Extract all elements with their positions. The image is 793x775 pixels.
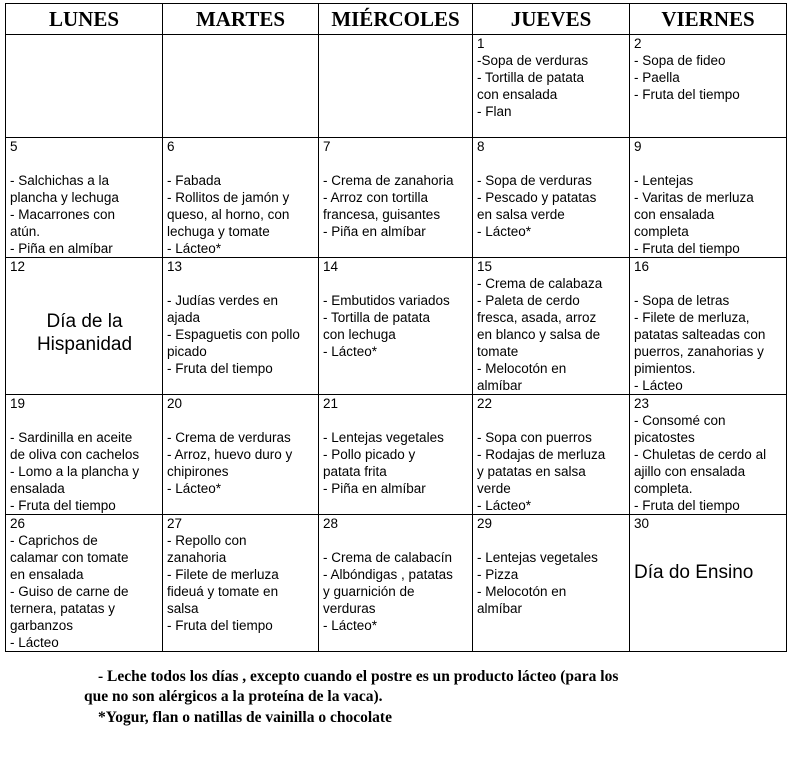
dairy-note: *Yogur, flan o natillas de vainilla o chocolate <box>98 709 392 726</box>
menu-item: verde <box>477 481 511 496</box>
menu-item: y patatas en salsa <box>477 464 586 479</box>
menu-item: - Lácteo* <box>477 224 532 239</box>
menu-item: - Fruta del tiempo <box>634 241 740 256</box>
menu-item: - Lácteo* <box>167 241 222 256</box>
day-number: 23 <box>634 396 650 411</box>
day-cell <box>630 35 787 138</box>
menu-item: - Espaguetis con pollo <box>167 327 300 342</box>
menu-item: fresca, asada, arroz <box>477 310 597 325</box>
menu-item: puerros, zanahorias y <box>634 344 764 359</box>
day-number: 14 <box>323 259 339 274</box>
menu-item: ternera, patatas y <box>10 601 116 616</box>
menu-item: - Sopa de fideo <box>634 53 726 68</box>
day-cell <box>630 258 787 395</box>
day-number: 22 <box>477 396 493 411</box>
menu-item: - Pollo picado y <box>323 447 416 462</box>
menu-item: - Judías verdes en <box>167 293 279 308</box>
menu-item: - Flan <box>477 104 512 119</box>
menu-item: patata frita <box>323 464 387 479</box>
day-cell <box>163 395 319 515</box>
header-martes: MARTES <box>163 4 319 35</box>
menu-item: - Rollitos de jamón y <box>167 190 290 205</box>
menu-item: en blanco y salsa de <box>477 327 601 342</box>
menu-item: - Melocotón en <box>477 584 567 599</box>
day-cell <box>319 515 473 652</box>
menu-item: calamar con tomate <box>10 550 129 565</box>
menu-item: - Pescado y patatas <box>477 190 597 205</box>
week-row <box>6 515 787 652</box>
day-number: 6 <box>167 139 175 154</box>
menu-item: salsa <box>167 601 199 616</box>
menu-item: queso, al horno, con <box>167 207 290 222</box>
menu-item: - Tortilla de patata <box>477 70 585 85</box>
day-number: 2 <box>634 36 642 51</box>
menu-item: - Guiso de carne de <box>10 584 129 599</box>
menu-item: - Lácteo* <box>323 618 378 633</box>
menu-item: picatostes <box>634 430 695 445</box>
menu-item: ajada <box>167 310 201 325</box>
day-cell <box>6 515 163 652</box>
week-row <box>6 35 787 138</box>
day-cell <box>163 258 319 395</box>
menu-item: - Crema de verduras <box>167 430 291 445</box>
header-miercoles: MIÉRCOLES <box>319 4 473 35</box>
menu-item: - Sopa de verduras <box>477 173 592 188</box>
menu-item: ensalada <box>10 481 65 496</box>
menu-item: - Fabada <box>167 173 222 188</box>
menu-item: atún. <box>10 224 41 239</box>
menu-item: - Lácteo <box>10 635 59 650</box>
menu-item: de oliva con cachelos <box>10 447 140 462</box>
day-number: 1 <box>477 36 485 51</box>
menu-item: - Chuletas de cerdo al <box>634 447 767 462</box>
day-cell <box>163 138 319 258</box>
menu-item: con ensalada <box>477 87 558 102</box>
menu-item: ajillo con ensalada <box>634 464 746 479</box>
menu-item: - Fruta del tiempo <box>634 87 740 102</box>
day-cell <box>6 258 163 395</box>
week-row <box>6 258 787 395</box>
menu-item: - Pizza <box>477 567 519 582</box>
weekday-header-row <box>6 4 787 35</box>
day-cell <box>319 138 473 258</box>
day-number: 26 <box>10 516 26 531</box>
menu-item: - Piña en almíbar <box>10 241 113 256</box>
milk-note-line2: que no son alérgicos a la proteína de la vaca). <box>84 688 383 705</box>
menu-item: - Lomo a la plancha y <box>10 464 140 479</box>
menu-item: - Fruta del tiempo <box>10 498 116 513</box>
menu-item: en ensalada <box>10 567 84 582</box>
menu-item: - Lácteo* <box>323 344 378 359</box>
header-viernes: VIERNES <box>630 4 787 35</box>
holiday-label: Hispanidad <box>36 334 133 355</box>
day-cell <box>319 35 473 138</box>
holiday-label: Día do Ensino <box>634 562 754 583</box>
menu-item: - Crema de zanahoria <box>323 173 454 188</box>
menu-item: con lechuga <box>323 327 396 342</box>
menu-item: fideuá y tomate en <box>167 584 279 599</box>
day-number: 8 <box>477 139 485 154</box>
header-jueves: JUEVES <box>473 4 630 35</box>
menu-item: - Fruta del tiempo <box>167 361 273 376</box>
menu-item: - Filete de merluza, <box>634 310 750 325</box>
day-cell <box>473 258 630 395</box>
holiday-label: Día de la <box>46 311 123 332</box>
menu-item: pimientos. <box>634 361 696 376</box>
menu-item: - Fruta del tiempo <box>167 618 273 633</box>
day-cell <box>473 35 630 138</box>
header-lunes: LUNES <box>6 4 163 35</box>
menu-item: tomate <box>477 344 519 359</box>
menu-item: picado <box>167 344 207 359</box>
menu-item: completa <box>634 224 689 239</box>
menu-item: francesa, guisantes <box>323 207 441 222</box>
day-number: 7 <box>323 139 331 154</box>
menu-item: - Caprichos de <box>10 533 98 548</box>
day-number: 12 <box>10 259 26 274</box>
menu-item: - Macarrones con <box>10 207 116 222</box>
menu-item: - Sopa con puerros <box>477 430 592 445</box>
menu-item: - Piña en almíbar <box>323 481 426 496</box>
day-cell <box>473 138 630 258</box>
menu-item: chipirones <box>167 464 229 479</box>
menu-item: - Lácteo* <box>167 481 222 496</box>
day-number: 5 <box>10 139 18 154</box>
menu-item: - Paella <box>634 70 680 85</box>
menu-item: - Consomé con <box>634 413 726 428</box>
menu-item: patatas salteadas con <box>634 327 766 342</box>
menu-item: - Rodajas de merluza <box>477 447 606 462</box>
menu-item: - Lentejas vegetales <box>323 430 444 445</box>
menu-item: - Sardinilla en aceite <box>10 430 133 445</box>
menu-item: plancha y lechuga <box>10 190 119 205</box>
day-cell <box>473 395 630 515</box>
day-cell <box>630 395 787 515</box>
menu-item: - Embutidos variados <box>323 293 450 308</box>
day-cell <box>6 35 163 138</box>
week-row <box>6 138 787 258</box>
day-cell <box>163 35 319 138</box>
menu-item: - Varitas de merluza <box>634 190 754 205</box>
day-number: 9 <box>634 139 642 154</box>
menu-item: - Lentejas vegetales <box>477 550 598 565</box>
menu-item: - Arroz, huevo duro y <box>167 447 293 462</box>
menu-item: almíbar <box>477 378 523 393</box>
day-number: 28 <box>323 516 339 531</box>
menu-item: en salsa verde <box>477 207 565 222</box>
menu-item: almíbar <box>477 601 523 616</box>
menu-item: - Fruta del tiempo <box>634 498 740 513</box>
menu-item: - Filete de merluza <box>167 567 279 582</box>
menu-item: completa. <box>634 481 693 496</box>
milk-note-line1: - Leche todos los días , excepto cuando el postre es un producto lácteo (para los <box>98 668 619 685</box>
day-cell <box>319 395 473 515</box>
menu-item: -Sopa de verduras <box>477 53 589 68</box>
day-cell <box>630 138 787 258</box>
menu-item: con ensalada <box>634 207 715 222</box>
menu-item: - Albóndigas , patatas <box>323 567 453 582</box>
day-cell <box>319 258 473 395</box>
menu-item: verduras <box>323 601 376 616</box>
day-number: 13 <box>167 259 183 274</box>
menu-item: - Arroz con tortilla <box>323 190 429 205</box>
menu-item: - Lácteo* <box>477 498 532 513</box>
day-number: 16 <box>634 259 650 274</box>
menu-item: - Lentejas <box>634 173 694 188</box>
week-row <box>6 395 787 515</box>
day-number: 21 <box>323 396 339 411</box>
day-cell <box>6 138 163 258</box>
menu-item: - Crema de calabacín <box>323 550 453 565</box>
school-menu-table <box>5 3 787 652</box>
menu-item: garbanzos <box>10 618 74 633</box>
menu-item: - Sopa de letras <box>634 293 730 308</box>
menu-item: - Lácteo <box>634 378 683 393</box>
day-number: 15 <box>477 259 493 274</box>
menu-item: lechuga y tomate <box>167 224 270 239</box>
day-cell <box>473 515 630 652</box>
menu-item: - Salchichas a la <box>10 173 110 188</box>
menu-item: - Tortilla de patata <box>323 310 431 325</box>
menu-item: y guarnición de <box>323 584 415 599</box>
menu-item: - Paleta de cerdo <box>477 293 580 308</box>
day-number: 20 <box>167 396 183 411</box>
day-number: 19 <box>10 396 26 411</box>
menu-item: - Melocotón en <box>477 361 567 376</box>
day-number: 30 <box>634 516 650 531</box>
day-number: 29 <box>477 516 493 531</box>
menu-item: zanahoria <box>167 550 227 565</box>
day-cell <box>163 515 319 652</box>
menu-item: - Repollo con <box>167 533 247 548</box>
menu-item: - Crema de calabaza <box>477 276 603 291</box>
day-number: 27 <box>167 516 183 531</box>
menu-item: - Piña en almíbar <box>323 224 426 239</box>
day-cell <box>630 515 787 652</box>
day-cell <box>6 395 163 515</box>
